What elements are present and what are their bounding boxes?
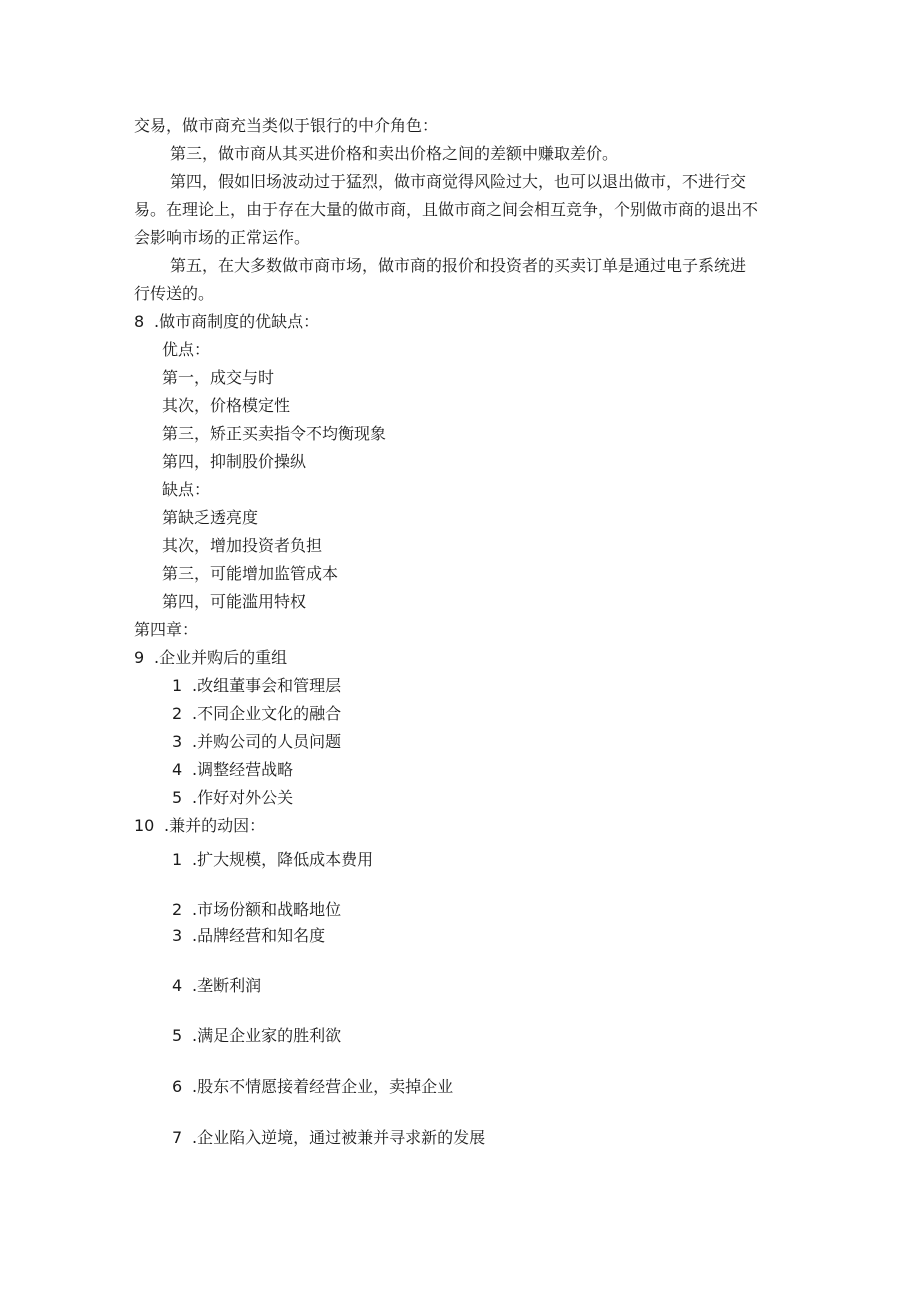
list-item: 第四，可能滥用特权	[162, 592, 307, 611]
paragraph-intro-end: 交易，做市商充当类似于银行的中介角色：	[134, 116, 439, 135]
cons-label: 缺点：	[162, 480, 211, 499]
list-item: 1 .改组董事会和管理层	[172, 676, 342, 695]
section-8-heading	[134, 308, 319, 336]
list-item: 4 .垄断利润	[172, 976, 262, 995]
list-item: 2 .市场份额和战略地位	[172, 900, 342, 919]
list-item: 3 .并购公司的人员问题	[172, 732, 342, 751]
paragraph-fourth-line1: 第四，假如旧场波动过于猛烈，做市商觉得风险过大，也可以退出做市，不进行交	[170, 172, 747, 191]
section-title: .企业并购后的重组	[154, 648, 288, 667]
list-item: 第四，抑制股价操纵	[162, 452, 307, 471]
section-number: 9	[134, 648, 145, 667]
list-item: 3 .品牌经营和知名度	[172, 926, 326, 945]
paragraph-third: 第三，做市商从其买进价格和卖出价格之间的差额中赚取差价。	[170, 144, 619, 163]
list-item: 5 .满足企业家的胜利欲	[172, 1026, 342, 1045]
list-item: 第缺乏透亮度	[162, 508, 259, 527]
chapter-title: 第四章：	[134, 620, 199, 639]
section-number: 8	[134, 312, 145, 331]
list-item: 5 .作好对外公关	[172, 788, 294, 807]
paragraph-fifth-line1: 第五，在大多数做市商市场，做市商的报价和投资者的买卖订单是通过电子系统进	[170, 256, 747, 275]
list-item: 第一，成交与时	[162, 368, 275, 387]
list-item: 第三，矫正买卖指令不均衡现象	[162, 424, 387, 443]
list-item: 其次，增加投资者负担	[162, 536, 323, 555]
list-item: 其次，价格模定性	[162, 396, 291, 415]
paragraph-fourth-line2: 易。在理论上，由于存在大量的做市商，且做市商之间会相互竞争，个别做市商的退出不	[134, 200, 759, 219]
list-item: 1 .扩大规模，降低成本费用	[172, 850, 374, 869]
section-9-heading	[134, 644, 287, 672]
paragraph-fifth-line2: 行传送的。	[134, 284, 215, 303]
list-item: 6 .股东不情愿接着经营企业，卖掉企业	[172, 1077, 454, 1096]
section-10-heading	[134, 812, 265, 840]
list-item: 4 .调整经营战略	[172, 760, 294, 779]
section-title: .兼并的动因：	[164, 816, 266, 835]
list-item: 7 .企业陷入逆境，通过被兼并寻求新的发展	[172, 1128, 486, 1147]
section-title: .做市商制度的优缺点：	[154, 312, 320, 331]
pros-label: 优点：	[162, 340, 211, 359]
section-number: 10	[134, 816, 155, 835]
list-item: 第三，可能增加监管成本	[162, 564, 339, 583]
paragraph-fourth-line3: 会影响市场的正常运作。	[134, 228, 311, 247]
list-item: 2 .不同企业文化的融合	[172, 704, 342, 723]
